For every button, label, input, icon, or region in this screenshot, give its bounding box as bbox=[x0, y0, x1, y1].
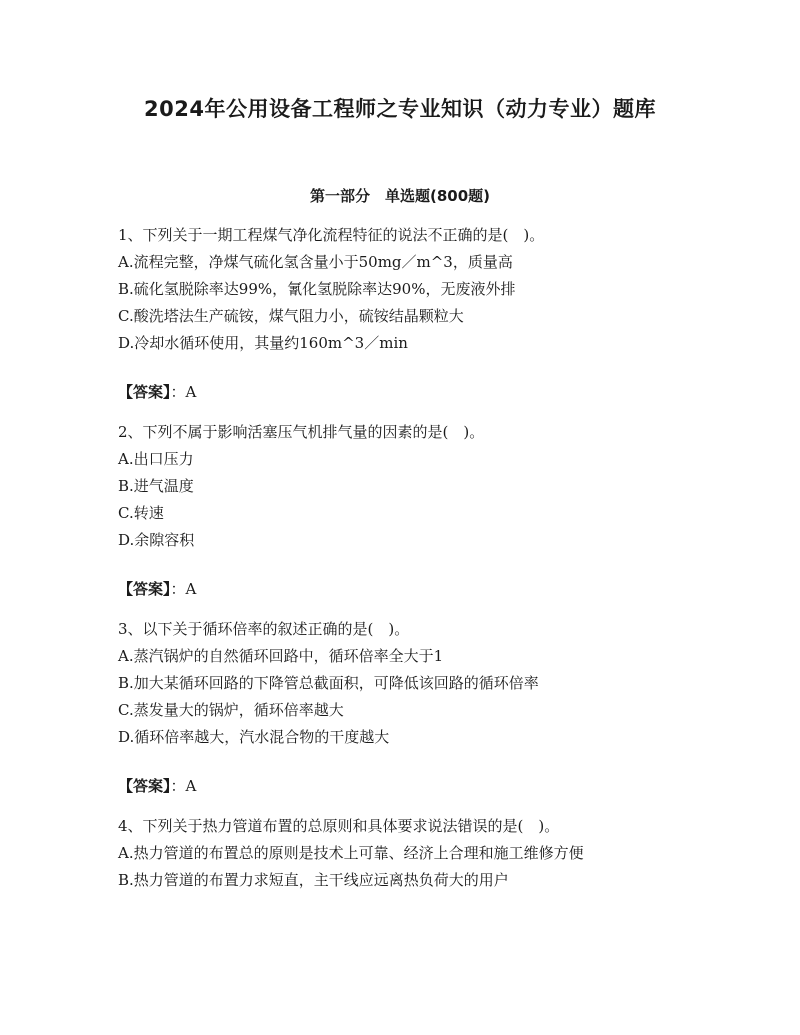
answer-label: 【答案】 bbox=[118, 580, 171, 598]
question-list bbox=[118, 222, 678, 894]
answer-label: 【答案】 bbox=[118, 383, 171, 401]
option-c: C.转速 bbox=[118, 504, 164, 522]
answer-separator: ： bbox=[170, 580, 186, 598]
answer-separator: ： bbox=[170, 383, 186, 401]
question-stem: 4、下列关于热力管道布置的总原则和具体要求说法错误的是( )。 bbox=[118, 817, 560, 835]
option-d: D.冷却水循环使用，其量约160m^3／min bbox=[118, 334, 408, 352]
option-b: B.热力管道的布置力求短直，主干线应远离热负荷大的用户 bbox=[118, 871, 509, 889]
option-a: A.蒸汽锅炉的自然循环回路中，循环倍率全大于1 bbox=[118, 647, 444, 665]
answer-line bbox=[118, 576, 678, 603]
answer-value: A bbox=[185, 777, 197, 795]
option-b: B.加大某循环回路的下降管总截面积，可降低该回路的循环倍率 bbox=[118, 674, 539, 692]
option-b: B.进气温度 bbox=[118, 477, 194, 495]
answer-label: 【答案】 bbox=[118, 777, 171, 795]
option-a: A.出口压力 bbox=[118, 450, 194, 468]
option-d: D.余隙容积 bbox=[118, 531, 195, 549]
question-1 bbox=[118, 222, 678, 406]
option-a: A.热力管道的布置总的原则是技术上可靠、经济上合理和施工维修方便 bbox=[118, 844, 584, 862]
answer-line bbox=[118, 773, 678, 800]
answer-value: A bbox=[185, 383, 197, 401]
option-b: B.硫化氢脱除率达99%，氰化氢脱除率达90%，无废液外排 bbox=[118, 280, 516, 298]
section-title: 第一部分 单选题(800题) bbox=[309, 187, 491, 205]
answer-separator: ： bbox=[170, 777, 186, 795]
option-d: D.循环倍率越大，汽水混合物的干度越大 bbox=[118, 728, 390, 746]
question-3 bbox=[118, 616, 678, 800]
document-title: 2024年公用设备工程师之专业知识（动力专业）题库 bbox=[144, 97, 656, 121]
option-c: C.酸洗塔法生产硫铵，煤气阻力小，硫铵结晶颗粒大 bbox=[118, 307, 464, 325]
question-stem: 3、以下关于循环倍率的叙述正确的是( )。 bbox=[118, 620, 410, 638]
question-stem: 2、下列不属于影响活塞压气机排气量的因素的是( )。 bbox=[118, 423, 485, 441]
answer-line bbox=[118, 379, 678, 406]
question-4 bbox=[118, 813, 678, 894]
answer-value: A bbox=[185, 580, 197, 598]
option-c: C.蒸发量大的锅炉，循环倍率越大 bbox=[118, 701, 344, 719]
question-2 bbox=[118, 419, 678, 603]
question-stem: 1、下列关于一期工程煤气净化流程特征的说法不正确的是( )。 bbox=[118, 226, 545, 244]
option-a: A.流程完整，净煤气硫化氢含量小于50mg／m^3，质量高 bbox=[118, 253, 513, 271]
